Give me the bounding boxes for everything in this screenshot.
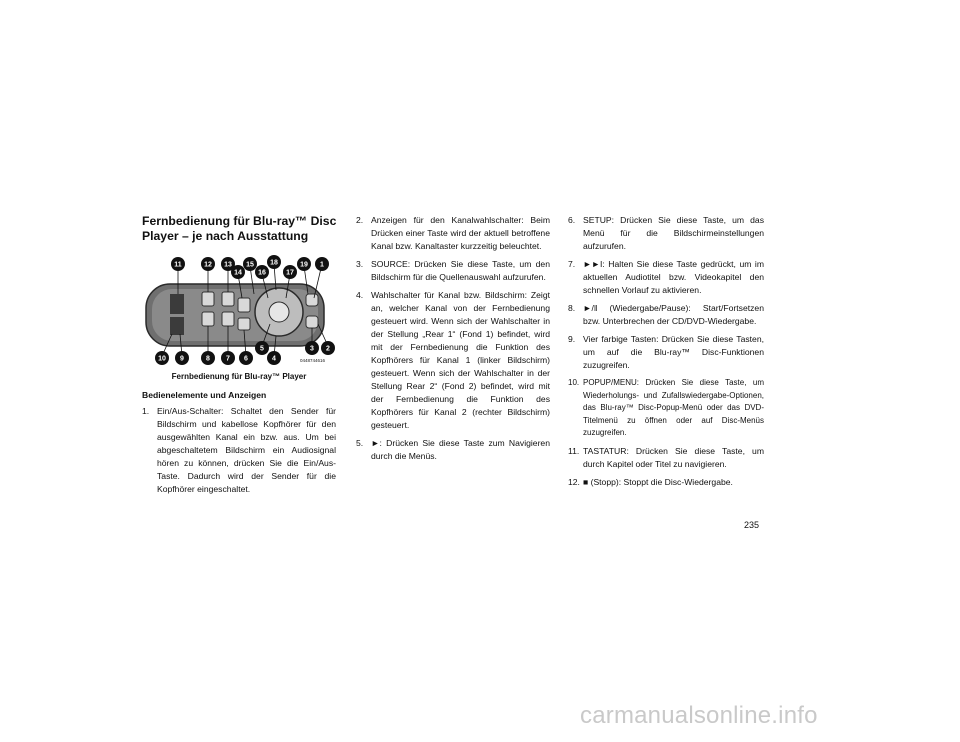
watermark: carmanualsonline.info — [580, 702, 818, 729]
list-item: 7. ►►I: Halten Sie diese Taste gedrückt, um im aktuellen Audiotitel bzw. Videokapitel den schnellen Vorlauf zu aktivieren. — [568, 259, 764, 295]
controls-list-col2 — [356, 214, 550, 468]
callout-label: 7 — [226, 355, 230, 363]
callout-label: 13 — [224, 261, 232, 269]
callout-label: 11 — [174, 261, 182, 269]
callout-label: 5 — [260, 345, 264, 353]
list-item: 2. Anzeigen für den Kanalwahlschalter: Beim Drücken einer Taste wird der aktuell betroffene Kanal bzw. Kanaltaster kurzzeitig beleuchtet. — [356, 215, 550, 251]
callout-label: 12 — [204, 261, 212, 269]
callout-label: 1 — [320, 261, 324, 269]
callout-label: 4 — [272, 355, 276, 363]
list-item: 6. SETUP: Drücken Sie diese Taste, um das Menü für die Bildschirmeinstellungen aufzurufen. — [568, 215, 764, 251]
callout-label: 19 — [300, 261, 308, 269]
list-item: 8. ►/‖ (Wiedergabe/Pause): Start/Fortsetzen bzw. Unterbrechen der CD/DVD-Wiedergabe. — [568, 303, 764, 326]
callout-label: 6 — [244, 355, 248, 363]
list-item: 11. TASTATUR: Drücken Sie diese Taste, um durch Kapitel oder Titel zu navigieren. — [568, 445, 764, 469]
list-item: 5. ►: Drücken Sie diese Taste zum Navigieren durch die Menüs. — [356, 438, 550, 461]
list-item: 4. Wahlschalter für Kanal bzw. Bildschirm: Zeigt an, welcher Kanal von der Fernbedienung gesteuert wird. Wenn sich der Wahlschalter in der Stellung „Rear 1“ (Fond 1) befindet, wird mit der Fernbedienung die Funktion des Kopfhörers für Kanal 1 (linker Bildschirm) gesteuert. Wenn sich der Wahlschalter in der Stellung Rear 2“ (Fond 2) befindet, wird mit der Fernbedienung die Funktion des Kopfhörers für Kanal 2 (rechter Bildschirm) gesteuert. — [356, 290, 550, 430]
callout-label: 17 — [286, 269, 294, 277]
controls-list-col3 — [568, 214, 764, 494]
controls-list-col1 — [142, 405, 336, 501]
figure-code: 0448744616 — [300, 358, 326, 363]
callout-label: 3 — [310, 345, 314, 353]
callout-label: 10 — [158, 355, 166, 363]
list-item: 10. POPUP/MENU: Drücken Sie diese Taste, um Wiederholungs- und Zufallswiedergabe-Optionen, das Blu-ray™ Disc-Popup-Menü oder das DVD-Titelmenü zu öffnen oder auf Disc-Menüs zuzugreifen. — [568, 378, 764, 437]
callout-label: 14 — [234, 269, 242, 277]
list-item: 3. SOURCE: Drücken Sie diese Taste, um den Bildschirm für die Quellenauswahl aufzurufen. — [356, 259, 550, 282]
figure-caption: Fernbedienung für Blu-ray™ Player — [171, 372, 307, 381]
callout-label: 8 — [206, 355, 210, 363]
page-number: 235 — [744, 520, 760, 530]
section-title: Fernbedienung für Blu-ray™ Disc Player – je nach Ausstattung — [142, 214, 337, 243]
sub-heading: Bedienelemente und Anzeigen — [142, 390, 267, 400]
callout-label: 18 — [270, 259, 278, 267]
remote-control-diagram — [142, 254, 336, 370]
callout-label: 15 — [246, 261, 254, 269]
list-item: 12. ■ (Stopp): Stoppt die Disc-Wiedergabe. — [568, 476, 733, 487]
remote-control-figure — [142, 254, 336, 370]
callout-label: 16 — [258, 269, 266, 277]
list-item: 9. Vier farbige Tasten: Drücken Sie diese Tasten, um auf die Blu-ray™ Disc-Funktionen zuzugreifen. — [568, 334, 764, 370]
list-item: 1. Ein/Aus-Schalter: Schaltet den Sender für Bildschirm und kabellose Kopfhörer für den ausgewählten Kanal ein bzw. aus. Um bei abgeschaltetem Bildschirm ein Audiosignal hören zu können, drücken Sie die Ein/Aus-Taste. Dadurch wird der Sender für die Kopfhörer eingeschaltet. — [142, 406, 336, 494]
callout-label: 9 — [180, 355, 184, 363]
callout-label: 2 — [326, 345, 330, 353]
